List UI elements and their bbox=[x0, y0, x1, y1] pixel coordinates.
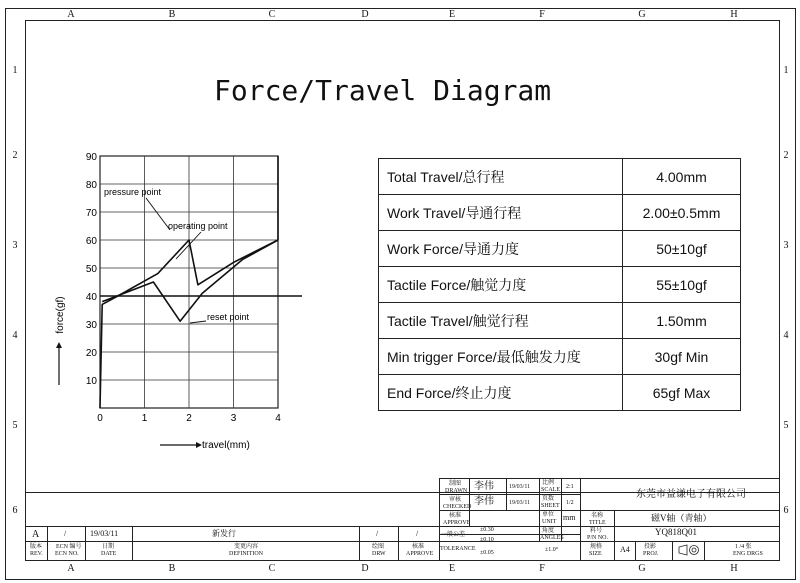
unit-label-en: UNIT bbox=[542, 519, 557, 525]
sheet-label: 页数 bbox=[542, 496, 555, 502]
zone-col-b: B bbox=[168, 9, 176, 20]
spec-label: End Force/终止力度 bbox=[379, 375, 623, 411]
hdr-approve-en: APPROVE bbox=[406, 551, 434, 557]
y-axis-arrow-head bbox=[56, 342, 62, 348]
zone-col-a: A bbox=[67, 563, 75, 574]
zone-row-6: 6 bbox=[12, 505, 18, 516]
hdr-ecn: ECN 编号 bbox=[56, 544, 82, 550]
rev-value: A bbox=[32, 529, 40, 540]
hdr-ecn-en: ECN NO. bbox=[55, 551, 79, 557]
zone-col-c: C bbox=[268, 563, 276, 574]
scale-label: 比例 bbox=[542, 480, 555, 486]
spec-label: Tactile Force/触觉力度 bbox=[379, 267, 623, 303]
eng-drgs: ENG DRGS bbox=[733, 551, 763, 557]
zone-row-4: 4 bbox=[12, 330, 18, 341]
approve-label: 核准 bbox=[449, 513, 462, 519]
zone-row-5: 5 bbox=[12, 420, 18, 431]
spec-row bbox=[379, 339, 741, 375]
spec-row bbox=[379, 231, 741, 267]
reset-point-annotation-leader bbox=[190, 321, 206, 323]
hdr-rev-en: REV. bbox=[30, 551, 43, 557]
tol-row-1: ±0.30 bbox=[480, 527, 494, 533]
hdr-date-en: DATE bbox=[101, 551, 117, 557]
rev-description: 新发行 bbox=[212, 529, 236, 538]
zone-col-f: F bbox=[539, 563, 545, 574]
rev-date: 19/03/11 bbox=[90, 529, 119, 538]
pressure-point-annotation-leader bbox=[146, 198, 170, 230]
y-tick-label: 60 bbox=[85, 236, 97, 247]
sheet-label-en: SHEET bbox=[541, 503, 560, 509]
y-tick-label: 30 bbox=[85, 320, 97, 331]
x-tick-label: 3 bbox=[230, 413, 237, 424]
zone-col-e: E bbox=[448, 9, 456, 20]
zone-row-2: 2 bbox=[783, 150, 789, 161]
diagram-title: Force/Travel Diagram bbox=[214, 74, 552, 107]
zone-col-h: H bbox=[730, 9, 738, 20]
projection-symbol-icon bbox=[678, 543, 700, 557]
company-name: 东莞市益谦电子有限公司 bbox=[636, 489, 746, 500]
checked-name: 李伟 bbox=[474, 496, 494, 507]
zone-row-4: 4 bbox=[783, 330, 789, 341]
part-title: 磁V轴（青轴） bbox=[651, 513, 712, 523]
drawn-name: 李伟 bbox=[474, 481, 494, 492]
zone-row-2: 2 bbox=[12, 150, 18, 161]
proj-label: 投影 bbox=[644, 544, 657, 550]
spec-row bbox=[379, 195, 741, 231]
hdr-definition-en: DEFINITION bbox=[229, 551, 263, 557]
spec-label: Work Travel/导通行程 bbox=[379, 195, 623, 231]
pn-label-en: P/N NO. bbox=[587, 535, 609, 541]
scale-label-en: SCALE bbox=[541, 487, 561, 493]
spec-value: 50±10gf bbox=[623, 231, 741, 267]
zone-row-1: 1 bbox=[12, 65, 18, 76]
checked-label-en: CHECKED bbox=[443, 504, 472, 510]
tol-row-3: ±0.05 bbox=[480, 550, 494, 556]
series-line-2 bbox=[102, 240, 278, 321]
operating-point-annotation-leader bbox=[176, 232, 201, 259]
y-tick-label: 50 bbox=[85, 264, 97, 275]
size-label-en: SIZE bbox=[589, 551, 602, 557]
sheet-of: 1 /4 张 bbox=[735, 544, 752, 550]
y-tick-label: 70 bbox=[85, 208, 97, 219]
spec-label: Min trigger Force/最低触发力度 bbox=[379, 339, 623, 375]
x-axis-label: travel(mm) bbox=[202, 440, 250, 451]
hdr-drawn: 绘图 bbox=[372, 544, 385, 550]
zone-col-a: A bbox=[67, 9, 75, 20]
pressure-point-annotation: pressure point bbox=[104, 187, 162, 197]
x-tick-label: 4 bbox=[275, 413, 281, 424]
checked-date: 19/03/11 bbox=[509, 500, 531, 506]
zone-row-3: 3 bbox=[12, 240, 18, 251]
zone-row-5: 5 bbox=[783, 420, 789, 431]
rev-drawn: / bbox=[376, 529, 379, 538]
hdr-approve: 核准 bbox=[412, 544, 425, 550]
reset-point-annotation: reset point bbox=[207, 312, 250, 322]
spec-value: 55±10gf bbox=[623, 267, 741, 303]
x-tick-label: 0 bbox=[97, 413, 103, 424]
size-label: 规格 bbox=[590, 544, 603, 550]
y-tick-label: 80 bbox=[85, 180, 97, 191]
size-value: A4 bbox=[620, 545, 630, 554]
x-tick-label: 2 bbox=[186, 413, 192, 424]
unit-label: 单位 bbox=[542, 512, 555, 518]
checked-label: 审核 bbox=[449, 497, 462, 503]
zone-col-e: E bbox=[448, 563, 456, 574]
drawn-label: 制图 bbox=[449, 481, 462, 487]
hdr-definition: 变更内容 bbox=[234, 544, 259, 550]
spec-row bbox=[379, 303, 741, 339]
zone-row-6: 6 bbox=[783, 505, 789, 516]
zone-col-b: B bbox=[168, 563, 176, 574]
zone-row-1: 1 bbox=[783, 65, 789, 76]
part-number: YQ818Q01 bbox=[655, 527, 697, 537]
tolerance-label: TOLERANCE bbox=[440, 546, 476, 552]
hdr-rev: 版本 bbox=[30, 544, 43, 550]
drawn-date: 19/03/11 bbox=[509, 484, 531, 490]
spec-row bbox=[379, 267, 741, 303]
spec-value: 65gf Max bbox=[623, 375, 741, 411]
tol-row-2: ±0.10 bbox=[480, 537, 494, 543]
spec-row bbox=[379, 159, 741, 195]
spec-table bbox=[378, 158, 741, 411]
zone-col-g: G bbox=[638, 563, 646, 574]
zone-col-g: G bbox=[638, 9, 646, 20]
scale-value: 2:1 bbox=[566, 484, 574, 490]
ecn-value: / bbox=[64, 529, 67, 538]
operating-point-annotation: operating point bbox=[168, 221, 228, 231]
angles-label: 角度 bbox=[542, 528, 555, 534]
zone-col-d: D bbox=[361, 9, 369, 20]
title-label: 名称 bbox=[591, 513, 604, 519]
zone-col-c: C bbox=[268, 9, 276, 20]
title-label-en: TITLE bbox=[589, 520, 606, 526]
pn-label: 料号 bbox=[590, 528, 603, 534]
angles-label-en: ANGLES bbox=[540, 535, 564, 541]
hdr-drawn-en: DRW bbox=[372, 551, 386, 557]
proj-label-en: PROJ. bbox=[643, 551, 659, 557]
y-axis-label: force(gf) bbox=[55, 296, 66, 334]
y-tick-label: 20 bbox=[85, 348, 97, 359]
y-tick-label: 10 bbox=[85, 376, 97, 387]
spec-row bbox=[379, 375, 741, 411]
spec-label: Work Force/导通力度 bbox=[379, 231, 623, 267]
spec-label: Total Travel/总行程 bbox=[379, 159, 623, 195]
spec-value: 4.00mm bbox=[623, 159, 741, 195]
drawn-label-en: DRAWN bbox=[445, 488, 468, 494]
spec-value: 1.50mm bbox=[623, 303, 741, 339]
approve-label-en: APPROVE bbox=[443, 520, 471, 526]
force-travel-chart bbox=[48, 145, 310, 465]
spec-value: 30gf Min bbox=[623, 339, 741, 375]
zone-col-f: F bbox=[539, 9, 545, 20]
spec-value: 2.00±0.5mm bbox=[623, 195, 741, 231]
rev-approve: / bbox=[416, 529, 419, 538]
zone-row-3: 3 bbox=[783, 240, 789, 251]
y-tick-label: 90 bbox=[85, 152, 97, 163]
x-tick-label: 1 bbox=[141, 413, 148, 424]
y-tick-label: 40 bbox=[85, 292, 97, 303]
zone-col-h: H bbox=[730, 563, 738, 574]
angles-value: ±1.0° bbox=[545, 547, 559, 553]
spec-label: Tactile Travel/触觉行程 bbox=[379, 303, 623, 339]
general-tolerance: 一般公差 bbox=[441, 532, 466, 538]
zone-col-d: D bbox=[361, 563, 369, 574]
unit-value: mm bbox=[563, 513, 576, 522]
hdr-date: 日期 bbox=[102, 544, 115, 550]
sheet-value: 1/2 bbox=[566, 500, 574, 506]
